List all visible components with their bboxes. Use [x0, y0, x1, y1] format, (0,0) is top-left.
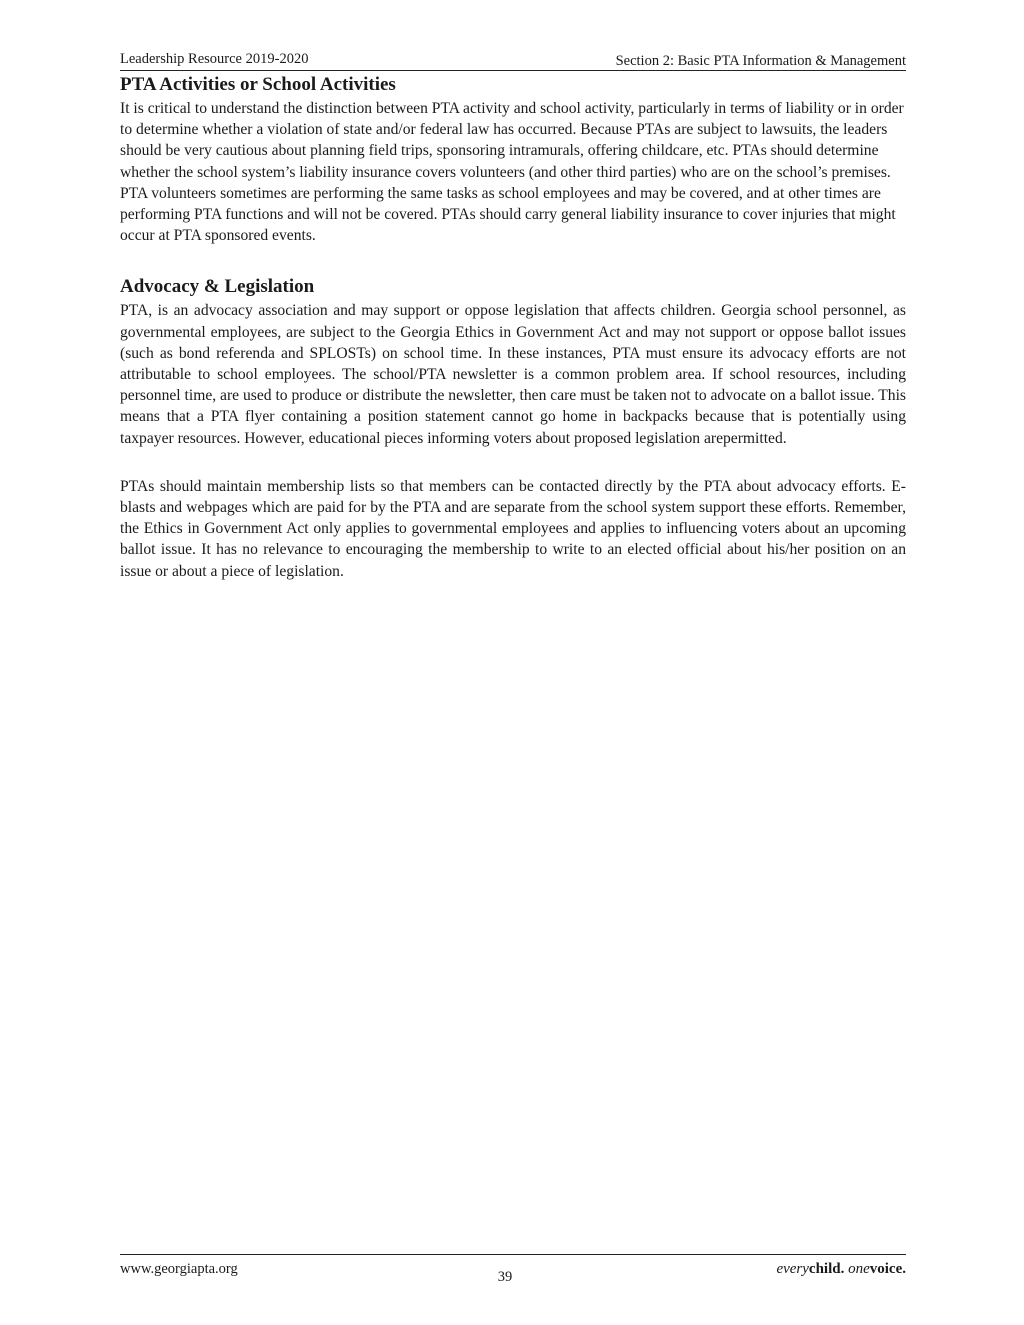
tagline-voice: voice. [869, 1261, 906, 1277]
tagline-child: child. [808, 1261, 845, 1277]
section-pta-activities [120, 74, 906, 246]
tagline-every: every [776, 1261, 809, 1277]
section-heading: Advocacy & Legislation [120, 276, 315, 298]
footer-divider [120, 1254, 906, 1255]
section-paragraph: It is critical to understand the distinction between PTA activity and school activity, particularly in terms of liability or in order to determine whether a violation of state and/or federal law has occurred. Because PTAs are subject to lawsuits, the leaders should be very cautious about planning field trips, sponsoring intramurals, offering childcare, etc. PTAs should determine whether the school system’s liability insurance covers volunteers (and other third parties) who are on the school’s premises. PTA volunteers sometimes are performing the same tasks as school employees and may be covered, and at other times are performing PTA functions and will not be covered. PTAs should carry general liability insurance to cover injuries that might occur at PTA sponsored events. [120, 100, 904, 245]
section-heading: PTA Activities or School Activities [120, 74, 396, 95]
page-number: 39 [497, 1269, 513, 1285]
section-paragraph: PTAs should maintain membership lists so that members can be contacted directly by the PTA about advocacy efforts. E-blasts and webpages which are paid for by the PTA and are separate from the school system support these efforts. Remember, the Ethics in Government Act only applies to governmental employees and applies to influencing voters about an upcoming ballot issue. It has no relevance to encouraging the membership to write to an elected official about his/her position on an issue or about a piece of legislation. [120, 477, 906, 580]
header-resource-title: Leadership Resource 2019-2020 [120, 51, 309, 67]
page-header [120, 50, 906, 71]
tagline-one: one [848, 1261, 870, 1277]
footer-website-link[interactable]: www.georgiapta.org [120, 1261, 238, 1277]
header-section-title: Section 2: Basic PTA Information & Management [615, 53, 906, 69]
section-paragraph: PTA, is an advocacy association and may support or oppose legislation that affects children. Georgia school personnel, as governmental employees, are subject to the Georgia Ethics in Government Act and may not support or oppose ballot issues (such as bond referenda and SPLOSTs) on school time. In these instances, PTA must ensure its advocacy efforts are not attributable to school employees. The school/PTA newsletter is a common problem area. If school resources, including personnel time, are used to produce or distribute the newsletter, then care must be taken not to advocate on a ballot issue. This means that a PTA flyer containing a position statement cannot go home in backpacks because that is potentially using taxpayer resources. However, educational pieces informing voters about proposed legislation arepermitted. [120, 302, 906, 447]
footer-tagline [776, 1261, 906, 1278]
section-advocacy-legislation [120, 276, 906, 581]
page-content [120, 74, 906, 582]
